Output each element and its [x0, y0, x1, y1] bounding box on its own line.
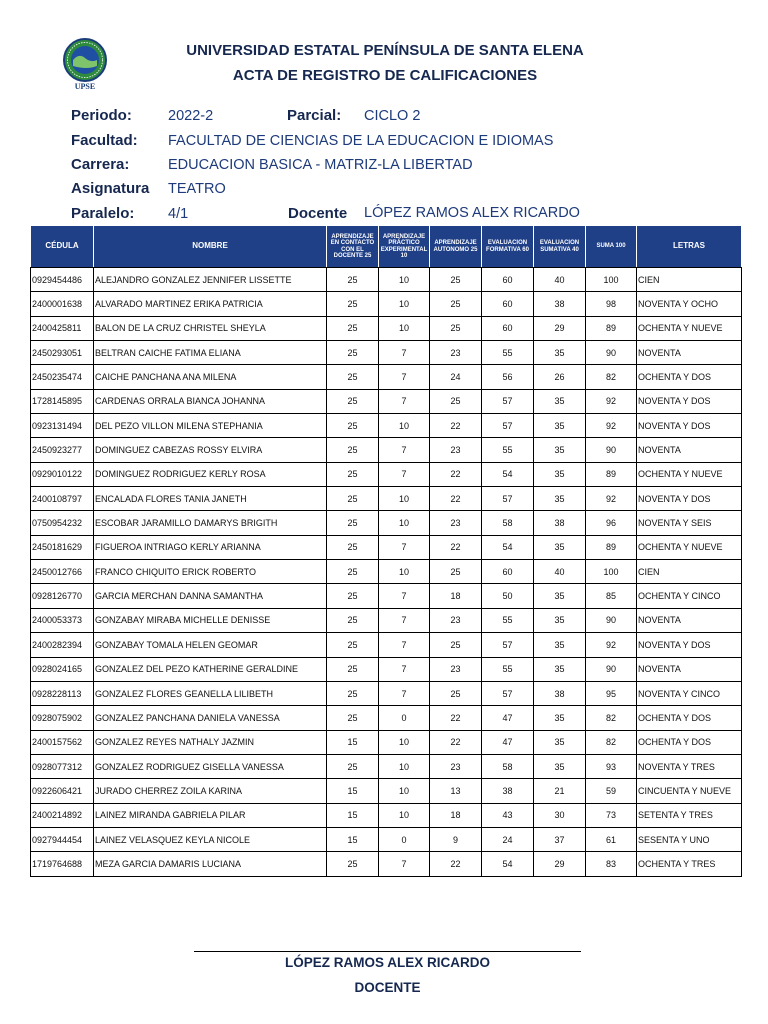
- table-row: [31, 730, 742, 754]
- cell-letras: NOVENTA Y CINCO: [637, 681, 742, 705]
- cell-letras: OCHENTA Y TRES: [637, 852, 742, 876]
- cell-nombre: GONZALEZ REYES NATHALY JAZMIN: [94, 730, 327, 754]
- cell-formativa: 60: [482, 560, 534, 584]
- signature-name: LÓPEZ RAMOS ALEX RICARDO: [284, 955, 490, 970]
- cell-cedula: 0923131494: [31, 414, 94, 438]
- cell-contacto-docente: 25: [327, 681, 379, 705]
- cell-autonomo: 25: [430, 292, 482, 316]
- facultad-value: FACULTAD DE CIENCIAS DE LA EDUCACION E IDIOMAS: [168, 133, 554, 149]
- col-header-cedula: CÉDULA: [31, 226, 94, 268]
- cell-cedula: 0928077312: [31, 754, 94, 778]
- cell-practico-experimental: 7: [379, 608, 430, 632]
- cell-contacto-docente: 25: [327, 462, 379, 486]
- table-row: [31, 754, 742, 778]
- table-row: [31, 681, 742, 705]
- cell-cedula: 2450235474: [31, 365, 94, 389]
- cell-letras: OCHENTA Y DOS: [637, 706, 742, 730]
- cell-sumativa: 35: [534, 462, 586, 486]
- cell-contacto-docente: 25: [327, 268, 379, 292]
- cell-letras: CINCUENTA Y NUEVE: [637, 779, 742, 803]
- cell-formativa: 55: [482, 438, 534, 462]
- cell-formativa: 47: [482, 706, 534, 730]
- cell-letras: OCHENTA Y DOS: [637, 730, 742, 754]
- cell-cedula: 2450012766: [31, 560, 94, 584]
- cell-formativa: 54: [482, 852, 534, 876]
- cell-autonomo: 25: [430, 560, 482, 584]
- cell-autonomo: 23: [430, 438, 482, 462]
- cell-formativa: 47: [482, 730, 534, 754]
- cell-suma: 100: [586, 560, 637, 584]
- carrera-value: EDUCACION BASICA - MATRIZ-LA LIBERTAD: [168, 157, 473, 173]
- cell-contacto-docente: 25: [327, 706, 379, 730]
- cell-contacto-docente: 25: [327, 754, 379, 778]
- cell-suma: 93: [586, 754, 637, 778]
- periodo-value: 2022-2: [168, 108, 214, 124]
- cell-sumativa: 38: [534, 511, 586, 535]
- cell-suma: 95: [586, 681, 637, 705]
- cell-autonomo: 9: [430, 827, 482, 851]
- cell-letras: NOVENTA Y TRES: [637, 754, 742, 778]
- cell-cedula: 2400001638: [31, 292, 94, 316]
- cell-letras: NOVENTA: [637, 657, 742, 681]
- cell-contacto-docente: 25: [327, 438, 379, 462]
- university-seal-logo: [57, 38, 113, 92]
- cell-nombre: DOMINGUEZ CABEZAS ROSSY ELVIRA: [94, 438, 327, 462]
- cell-nombre: GONZALEZ RODRIGUEZ GISELLA VANESSA: [94, 754, 327, 778]
- table-row: [31, 535, 742, 559]
- university-name: UNIVERSIDAD ESTATAL PENÍNSULA DE SANTA ELENA: [186, 42, 584, 59]
- cell-sumativa: 38: [534, 681, 586, 705]
- table-row: [31, 316, 742, 340]
- table-row: [31, 852, 742, 876]
- parcial-label: Parcial:: [287, 107, 342, 124]
- table-row: [31, 657, 742, 681]
- cell-contacto-docente: 15: [327, 803, 379, 827]
- cell-nombre: ESCOBAR JARAMILLO DAMARYS BRIGITH: [94, 511, 327, 535]
- cell-sumativa: 35: [534, 633, 586, 657]
- cell-formativa: 60: [482, 316, 534, 340]
- col-header-nombre: NOMBRE: [94, 226, 327, 268]
- cell-letras: NOVENTA Y DOS: [637, 633, 742, 657]
- cell-sumativa: 35: [534, 657, 586, 681]
- logo-text: UPSE: [74, 82, 96, 91]
- cell-cedula: 0929454486: [31, 268, 94, 292]
- cell-cedula: 2400282394: [31, 633, 94, 657]
- cell-sumativa: 37: [534, 827, 586, 851]
- cell-formativa: 57: [482, 414, 534, 438]
- cell-sumativa: 35: [534, 754, 586, 778]
- table-header-row: [31, 226, 742, 268]
- signature-role: DOCENTE: [354, 980, 421, 995]
- cell-nombre: FIGUEROA INTRIAGO KERLY ARIANNA: [94, 535, 327, 559]
- cell-suma: 82: [586, 730, 637, 754]
- cell-contacto-docente: 25: [327, 341, 379, 365]
- cell-formativa: 24: [482, 827, 534, 851]
- cell-nombre: ALVARADO MARTINEZ ERIKA PATRICIA: [94, 292, 327, 316]
- docente-value: LÓPEZ RAMOS ALEX RICARDO: [364, 205, 580, 221]
- table-row: [31, 438, 742, 462]
- cell-sumativa: 35: [534, 389, 586, 413]
- cell-nombre: BALON DE LA CRUZ CHRISTEL SHEYLA: [94, 316, 327, 340]
- cell-practico-experimental: 10: [379, 268, 430, 292]
- cell-letras: OCHENTA Y NUEVE: [637, 316, 742, 340]
- cell-suma: 61: [586, 827, 637, 851]
- cell-practico-experimental: 10: [379, 754, 430, 778]
- cell-practico-experimental: 10: [379, 779, 430, 803]
- cell-nombre: GONZALEZ DEL PEZO KATHERINE GERALDINE: [94, 657, 327, 681]
- cell-formativa: 54: [482, 462, 534, 486]
- cell-letras: NOVENTA Y DOS: [637, 487, 742, 511]
- cell-letras: NOVENTA: [637, 438, 742, 462]
- cell-letras: OCHENTA Y NUEVE: [637, 535, 742, 559]
- cell-formativa: 57: [482, 389, 534, 413]
- cell-contacto-docente: 25: [327, 584, 379, 608]
- cell-cedula: 2400053373: [31, 608, 94, 632]
- cell-letras: NOVENTA Y OCHO: [637, 292, 742, 316]
- table-row: [31, 511, 742, 535]
- paralelo-label: Paralelo:: [71, 205, 135, 222]
- cell-suma: 100: [586, 268, 637, 292]
- cell-cedula: 0928024165: [31, 657, 94, 681]
- cell-letras: CIEN: [637, 268, 742, 292]
- cell-practico-experimental: 10: [379, 292, 430, 316]
- cell-cedula: 2450923277: [31, 438, 94, 462]
- table-row: [31, 584, 742, 608]
- carrera-label: Carrera:: [71, 156, 130, 173]
- cell-formativa: 55: [482, 657, 534, 681]
- cell-suma: 96: [586, 511, 637, 535]
- cell-practico-experimental: 7: [379, 852, 430, 876]
- cell-suma: 92: [586, 633, 637, 657]
- cell-suma: 90: [586, 341, 637, 365]
- cell-sumativa: 29: [534, 316, 586, 340]
- cell-suma: 90: [586, 657, 637, 681]
- cell-autonomo: 22: [430, 462, 482, 486]
- cell-nombre: ENCALADA FLORES TANIA JANETH: [94, 487, 327, 511]
- cell-suma: 98: [586, 292, 637, 316]
- cell-contacto-docente: 25: [327, 414, 379, 438]
- col-header-autonomo: APRENDIZAJE AUTONOMO 25: [430, 226, 482, 268]
- col-header-formativa: EVALUACION FORMATIVA 60: [482, 226, 534, 268]
- table-row: [31, 560, 742, 584]
- cell-suma: 92: [586, 414, 637, 438]
- cell-autonomo: 18: [430, 803, 482, 827]
- cell-formativa: 54: [482, 535, 534, 559]
- cell-sumativa: 38: [534, 292, 586, 316]
- cell-suma: 90: [586, 438, 637, 462]
- cell-cedula: 2400157562: [31, 730, 94, 754]
- cell-letras: SESENTA Y UNO: [637, 827, 742, 851]
- cell-autonomo: 22: [430, 535, 482, 559]
- cell-contacto-docente: 25: [327, 487, 379, 511]
- cell-nombre: GONZABAY TOMALA HELEN GEOMAR: [94, 633, 327, 657]
- asignatura-value: TEATRO: [168, 181, 226, 197]
- table-row: [31, 389, 742, 413]
- cell-practico-experimental: 7: [379, 633, 430, 657]
- cell-cedula: 0928126770: [31, 584, 94, 608]
- cell-nombre: LAINEZ VELASQUEZ KEYLA NICOLE: [94, 827, 327, 851]
- signature-line: [194, 951, 581, 952]
- col-header-practico-experimental: APRENDIZAJE PRÁCTICO EXPERIMENTAL 10: [379, 226, 430, 268]
- cell-practico-experimental: 10: [379, 560, 430, 584]
- cell-autonomo: 18: [430, 584, 482, 608]
- cell-practico-experimental: 10: [379, 316, 430, 340]
- cell-cedula: 0927944454: [31, 827, 94, 851]
- cell-contacto-docente: 25: [327, 365, 379, 389]
- cell-practico-experimental: 0: [379, 827, 430, 851]
- cell-cedula: 0929010122: [31, 462, 94, 486]
- cell-cedula: 1719764688: [31, 852, 94, 876]
- cell-nombre: GONZALEZ PANCHANA DANIELA VANESSA: [94, 706, 327, 730]
- cell-formativa: 55: [482, 608, 534, 632]
- cell-sumativa: 35: [534, 608, 586, 632]
- cell-autonomo: 23: [430, 657, 482, 681]
- cell-contacto-docente: 25: [327, 511, 379, 535]
- cell-nombre: JURADO CHERREZ ZOILA KARINA: [94, 779, 327, 803]
- cell-nombre: ALEJANDRO GONZALEZ JENNIFER LISSETTE: [94, 268, 327, 292]
- cell-contacto-docente: 25: [327, 633, 379, 657]
- cell-nombre: CAICHE PANCHANA ANA MILENA: [94, 365, 327, 389]
- cell-practico-experimental: 7: [379, 389, 430, 413]
- cell-letras: NOVENTA Y SEIS: [637, 511, 742, 535]
- cell-formativa: 50: [482, 584, 534, 608]
- cell-autonomo: 13: [430, 779, 482, 803]
- cell-sumativa: 40: [534, 560, 586, 584]
- cell-autonomo: 23: [430, 511, 482, 535]
- cell-autonomo: 25: [430, 389, 482, 413]
- cell-sumativa: 40: [534, 268, 586, 292]
- cell-letras: OCHENTA Y DOS: [637, 365, 742, 389]
- cell-contacto-docente: 25: [327, 852, 379, 876]
- cell-autonomo: 23: [430, 341, 482, 365]
- col-header-sumativa: EVALUACION SUMATIVA 40: [534, 226, 586, 268]
- cell-contacto-docente: 25: [327, 389, 379, 413]
- cell-suma: 85: [586, 584, 637, 608]
- cell-sumativa: 21: [534, 779, 586, 803]
- cell-cedula: 2400108797: [31, 487, 94, 511]
- cell-practico-experimental: 7: [379, 438, 430, 462]
- grades-table: [30, 225, 742, 877]
- cell-cedula: 0928075902: [31, 706, 94, 730]
- asignatura-label: Asignatura: [71, 180, 150, 197]
- cell-formativa: 57: [482, 633, 534, 657]
- cell-cedula: 2450293051: [31, 341, 94, 365]
- table-row: [31, 365, 742, 389]
- periodo-label: Periodo:: [71, 107, 132, 124]
- cell-contacto-docente: 25: [327, 608, 379, 632]
- cell-suma: 73: [586, 803, 637, 827]
- cell-cedula: 2400214892: [31, 803, 94, 827]
- cell-formativa: 55: [482, 341, 534, 365]
- paralelo-value: 4/1: [168, 206, 189, 222]
- cell-practico-experimental: 7: [379, 535, 430, 559]
- cell-sumativa: 35: [534, 584, 586, 608]
- cell-practico-experimental: 10: [379, 487, 430, 511]
- cell-cedula: 1728145895: [31, 389, 94, 413]
- cell-formativa: 60: [482, 268, 534, 292]
- cell-cedula: 2400425811: [31, 316, 94, 340]
- cell-suma: 83: [586, 852, 637, 876]
- cell-sumativa: 35: [534, 414, 586, 438]
- cell-suma: 89: [586, 316, 637, 340]
- cell-nombre: FRANCO CHIQUITO ERICK ROBERTO: [94, 560, 327, 584]
- cell-sumativa: 35: [534, 438, 586, 462]
- cell-letras: OCHENTA Y NUEVE: [637, 462, 742, 486]
- table-row: [31, 341, 742, 365]
- table-row: [31, 292, 742, 316]
- cell-sumativa: 29: [534, 852, 586, 876]
- cell-formativa: 57: [482, 681, 534, 705]
- cell-formativa: 43: [482, 803, 534, 827]
- cell-practico-experimental: 10: [379, 414, 430, 438]
- parcial-value: CICLO 2: [364, 108, 421, 124]
- cell-nombre: DOMINGUEZ RODRIGUEZ KERLY ROSA: [94, 462, 327, 486]
- cell-sumativa: 35: [534, 487, 586, 511]
- cell-letras: NOVENTA Y DOS: [637, 414, 742, 438]
- table-row: [31, 268, 742, 292]
- cell-sumativa: 30: [534, 803, 586, 827]
- cell-suma: 59: [586, 779, 637, 803]
- col-header-letras: LETRAS: [637, 226, 742, 268]
- cell-nombre: LAINEZ MIRANDA GABRIELA PILAR: [94, 803, 327, 827]
- cell-practico-experimental: 0: [379, 706, 430, 730]
- cell-sumativa: 35: [534, 341, 586, 365]
- cell-contacto-docente: 25: [327, 657, 379, 681]
- cell-letras: NOVENTA: [637, 608, 742, 632]
- table-row: [31, 706, 742, 730]
- cell-cedula: 2450181629: [31, 535, 94, 559]
- cell-autonomo: 22: [430, 706, 482, 730]
- cell-nombre: GONZALEZ FLORES GEANELLA LILIBETH: [94, 681, 327, 705]
- cell-contacto-docente: 15: [327, 827, 379, 851]
- cell-suma: 92: [586, 389, 637, 413]
- table-row: [31, 803, 742, 827]
- cell-practico-experimental: 7: [379, 462, 430, 486]
- cell-suma: 90: [586, 608, 637, 632]
- cell-sumativa: 35: [534, 706, 586, 730]
- cell-letras: NOVENTA Y DOS: [637, 389, 742, 413]
- cell-contacto-docente: 25: [327, 560, 379, 584]
- table-row: [31, 827, 742, 851]
- cell-autonomo: 24: [430, 365, 482, 389]
- cell-formativa: 57: [482, 487, 534, 511]
- cell-practico-experimental: 7: [379, 341, 430, 365]
- table-row: [31, 633, 742, 657]
- cell-practico-experimental: 7: [379, 365, 430, 389]
- cell-autonomo: 22: [430, 487, 482, 511]
- cell-suma: 92: [586, 487, 637, 511]
- cell-cedula: 0750954232: [31, 511, 94, 535]
- cell-suma: 89: [586, 462, 637, 486]
- cell-letras: CIEN: [637, 560, 742, 584]
- cell-nombre: CARDENAS ORRALA BIANCA JOHANNA: [94, 389, 327, 413]
- table-row: [31, 487, 742, 511]
- cell-practico-experimental: 10: [379, 511, 430, 535]
- cell-practico-experimental: 7: [379, 657, 430, 681]
- cell-sumativa: 26: [534, 365, 586, 389]
- cell-cedula: 0922606421: [31, 779, 94, 803]
- cell-practico-experimental: 7: [379, 584, 430, 608]
- cell-contacto-docente: 25: [327, 535, 379, 559]
- cell-nombre: GONZABAY MIRABA MICHELLE DENISSE: [94, 608, 327, 632]
- docente-label: Docente: [288, 205, 348, 222]
- cell-contacto-docente: 25: [327, 316, 379, 340]
- cell-formativa: 56: [482, 365, 534, 389]
- cell-formativa: 38: [482, 779, 534, 803]
- facultad-label: Facultad:: [71, 132, 138, 149]
- cell-formativa: 58: [482, 754, 534, 778]
- cell-cedula: 0928228113: [31, 681, 94, 705]
- cell-suma: 89: [586, 535, 637, 559]
- col-header-suma: SUMA 100: [586, 226, 637, 268]
- cell-letras: NOVENTA: [637, 341, 742, 365]
- cell-sumativa: 35: [534, 535, 586, 559]
- col-header-contacto-docente: APRENDIZAJE EN CONTACTO CON EL DOCENTE 25: [327, 226, 379, 268]
- cell-suma: 82: [586, 706, 637, 730]
- cell-nombre: DEL PEZO VILLON MILENA STEPHANIA: [94, 414, 327, 438]
- table-row: [31, 608, 742, 632]
- cell-practico-experimental: 7: [379, 681, 430, 705]
- table-row: [31, 462, 742, 486]
- document-title: ACTA DE REGISTRO DE CALIFICACIONES: [232, 67, 538, 84]
- cell-nombre: MEZA GARCIA DAMARIS LUCIANA: [94, 852, 327, 876]
- table-row: [31, 414, 742, 438]
- cell-nombre: BELTRAN CAICHE FATIMA ELIANA: [94, 341, 327, 365]
- cell-letras: OCHENTA Y CINCO: [637, 584, 742, 608]
- cell-autonomo: 23: [430, 608, 482, 632]
- cell-autonomo: 25: [430, 316, 482, 340]
- cell-contacto-docente: 25: [327, 292, 379, 316]
- cell-formativa: 58: [482, 511, 534, 535]
- cell-autonomo: 25: [430, 681, 482, 705]
- cell-autonomo: 25: [430, 268, 482, 292]
- cell-practico-experimental: 10: [379, 730, 430, 754]
- cell-suma: 82: [586, 365, 637, 389]
- cell-autonomo: 22: [430, 852, 482, 876]
- table-row: [31, 779, 742, 803]
- cell-contacto-docente: 15: [327, 730, 379, 754]
- cell-formativa: 60: [482, 292, 534, 316]
- cell-nombre: GARCIA MERCHAN DANNA SAMANTHA: [94, 584, 327, 608]
- cell-sumativa: 35: [534, 730, 586, 754]
- cell-letras: SETENTA Y TRES: [637, 803, 742, 827]
- cell-autonomo: 25: [430, 633, 482, 657]
- cell-autonomo: 23: [430, 754, 482, 778]
- cell-autonomo: 22: [430, 730, 482, 754]
- cell-practico-experimental: 10: [379, 803, 430, 827]
- cell-autonomo: 22: [430, 414, 482, 438]
- cell-contacto-docente: 15: [327, 779, 379, 803]
